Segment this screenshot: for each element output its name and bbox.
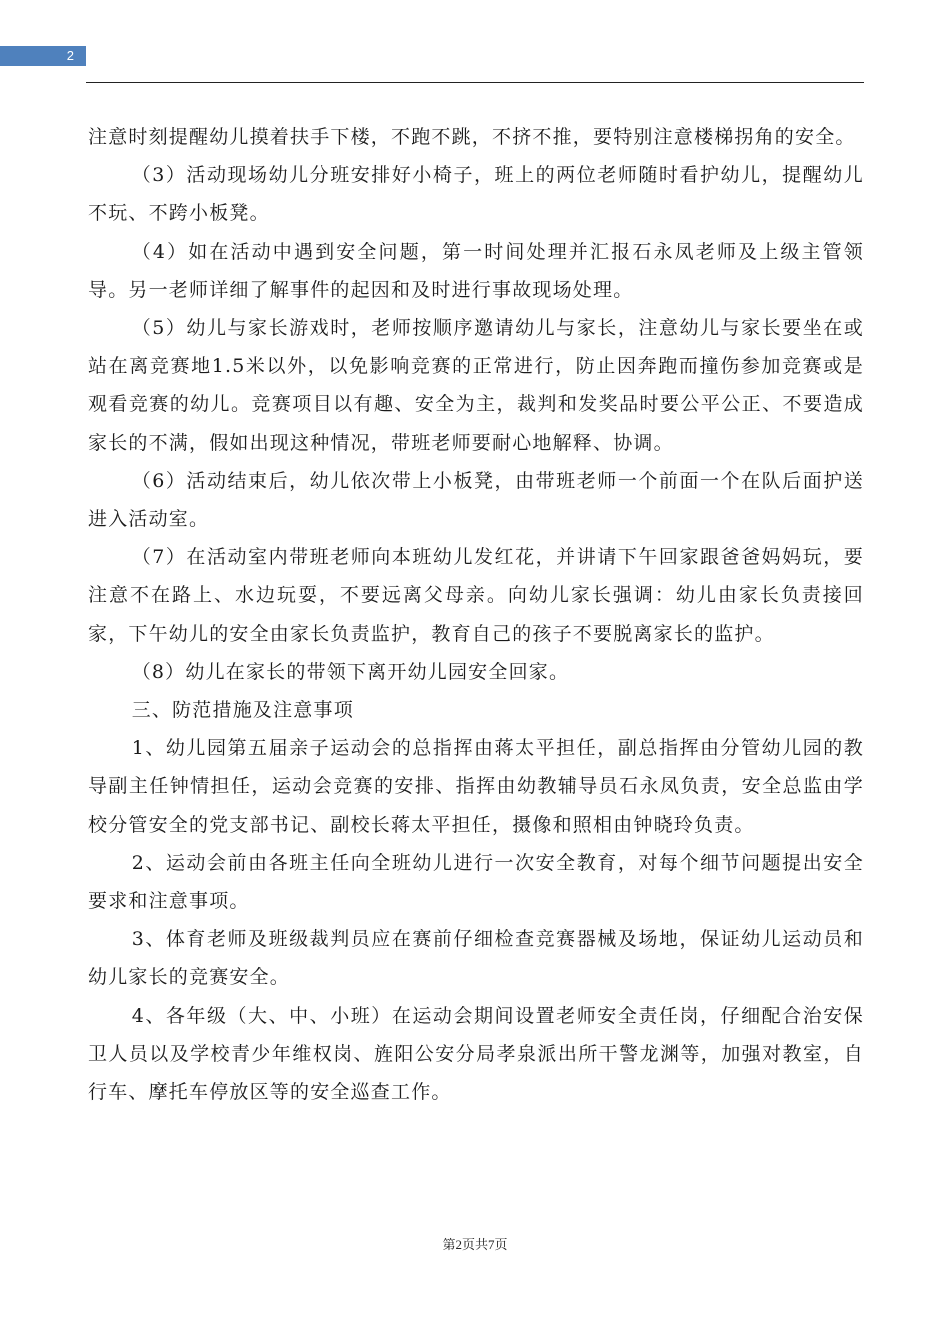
paragraph-continuation: 注意时刻提醒幼儿摸着扶手下楼，不跑不跳，不挤不推，要特别注意楼梯拐角的安全。 bbox=[88, 126, 856, 148]
paragraph-item-3: （3）活动现场幼儿分班安排好小椅子，班上的两位老师随时看护幼儿，提醒幼儿不玩、不跨小板凳。 bbox=[88, 164, 864, 225]
section-heading: 三、防范措施及注意事项 bbox=[131, 699, 354, 722]
paragraph-item-5: （5）幼儿与家长游戏时，老师按顺序邀请幼儿与家长，注意幼儿与家长要坐在或站在离竞赛地1.5米以外，以免影响竞赛的正常进行，防止因奔跑而撞伤参加竞赛或是观看竞赛的幼儿。竞赛项目以有趣、安全为主，裁判和发奖品时要公平公正、不要造成家长的不满，假如出现这种情况，带班老师要耐心地解释、协调。 bbox=[88, 317, 864, 454]
paragraph-item-4: （4）如在活动中遇到安全问题，第一时间处理并汇报石永凤老师及上级主管领导。另一老师详细了解事件的起因和及时进行事故现场处理。 bbox=[88, 240, 864, 301]
page-footer: 第2页共7页 bbox=[442, 1237, 508, 1252]
paragraph-item-8: （8）幼儿在家长的带领下离开幼儿园安全回家。 bbox=[131, 660, 570, 683]
header-rule bbox=[86, 82, 864, 83]
measure-item-1: 1、幼儿园第五届亲子运动会的总指挥由蒋太平担任，副总指挥由分管幼儿园的教导副主任钟情担任，运动会竞赛的安排、指挥由幼教辅导员石永凤负责，安全总监由学校分管安全的党支部书记、副校长蒋太平担任，摄像和照相由钟晓玲负责。 bbox=[88, 737, 864, 836]
paragraph-item-6: （6）活动结束后，幼儿依次带上小板凳，由带班老师一个前面一个在队后面护送进入活动室。 bbox=[88, 469, 864, 531]
measure-item-3: 3、体育老师及班级裁判员应在赛前仔细检查竞赛器械及场地，保证幼儿运动员和幼儿家长的竞赛安全。 bbox=[88, 928, 864, 989]
measure-item-4: 4、各年级（大、中、小班）在运动会期间设置老师安全责任岗，仔细配合治安保卫人员以及学校青少年维权岗、旌阳公安分局孝泉派出所干警龙渊等，加强对教室，自行车、摩托车停放区等的安全巡查工作。 bbox=[88, 1004, 864, 1104]
measure-item-2: 2、运动会前由各班主任向全班幼儿进行一次安全教育，对每个细节问题提出安全要求和注意事项。 bbox=[88, 851, 864, 913]
document-body bbox=[88, 118, 864, 1111]
page-number-tab: 2 bbox=[0, 46, 86, 66]
paragraph-item-7: （7）在活动室内带班老师向本班幼儿发红花，并讲请下午回家跟爸爸妈妈玩，要注意不在路上、水边玩耍，不要远离父母亲。向幼儿家长强调：幼儿由家长负责接回家，下午幼儿的安全由家长负责监护，教育自己的孩子不要脱离家长的监护。 bbox=[88, 546, 864, 645]
